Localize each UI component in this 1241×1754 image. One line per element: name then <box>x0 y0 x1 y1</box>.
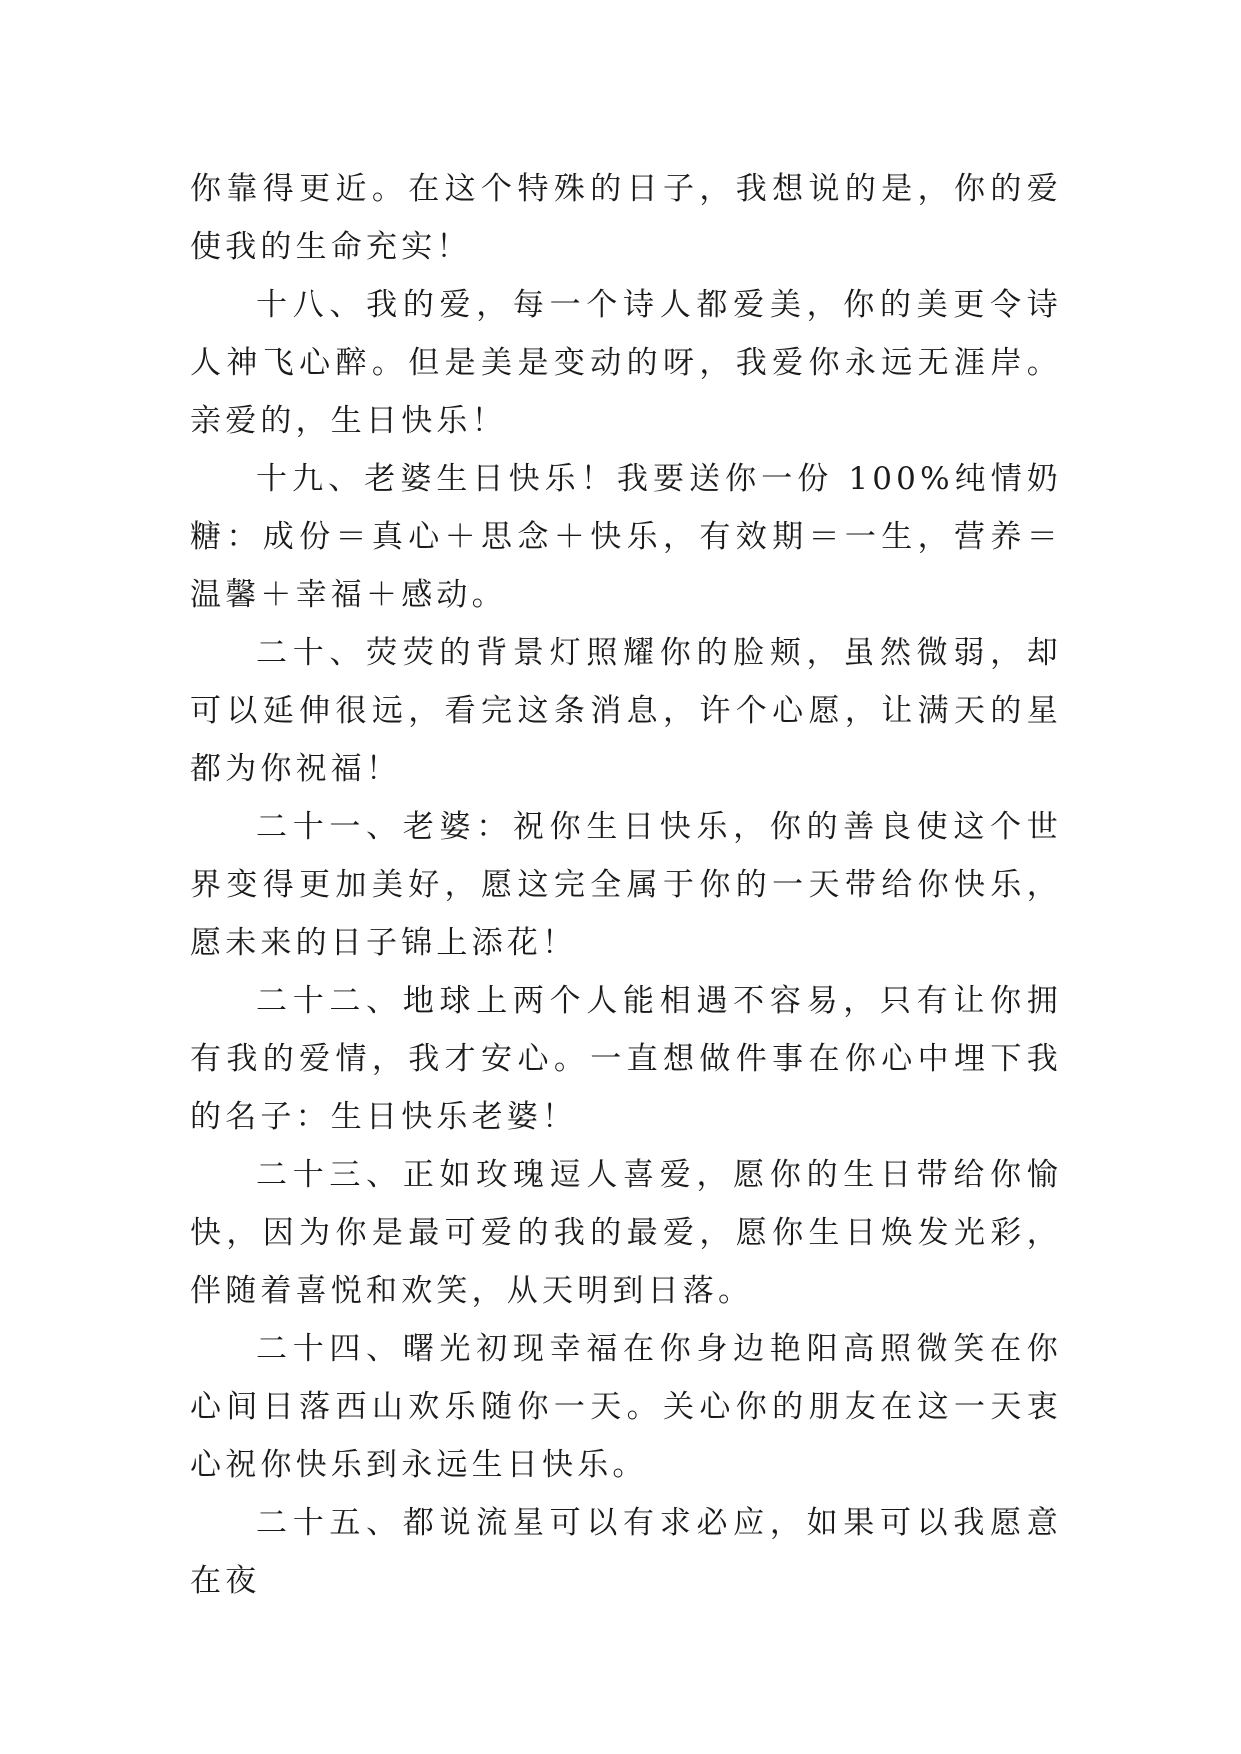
paragraph-20: 二十、荧荧的背景灯照耀你的脸颊，虽然微弱，却可以延伸很远，看完这条消息，许个心愿，让满天的星都为你祝福！ <box>190 635 1062 787</box>
paragraph-22: 二十二、地球上两个人能相遇不容易，只有让你拥有我的爱情，我才安心。一直想做件事在你心中埋下我的名子：生日快乐老婆！ <box>190 983 1062 1135</box>
document-body <box>190 160 1062 1610</box>
paragraph-23: 二十三、正如玫瑰逗人喜爱，愿你的生日带给你愉快，因为你是最可爱的我的最爱，愿你生日焕发光彩，伴随着喜悦和欢笑，从天明到日落。 <box>190 1157 1062 1309</box>
paragraph-19: 十九、老婆生日快乐！我要送你一份 100%纯情奶糖：成份＝真心＋思念＋快乐，有效期＝一生，营养＝温馨＋幸福＋感动。 <box>190 461 1062 613</box>
paragraph-25: 二十五、都说流星可以有求必应，如果可以我愿意在夜 <box>190 1505 1062 1599</box>
paragraph-24: 二十四、曙光初现幸福在你身边艳阳高照微笑在你心间日落西山欢乐随你一天。关心你的朋友在这一天衷心祝你快乐到永远生日快乐。 <box>190 1331 1062 1483</box>
paragraph-continuation: 你靠得更近。在这个特殊的日子，我想说的是，你的爱使我的生命充实！ <box>190 171 1062 265</box>
paragraph-18: 十八、我的爱，每一个诗人都爱美，你的美更令诗人神飞心醉。但是美是变动的呀，我爱你永远无涯岸。亲爱的，生日快乐！ <box>190 287 1062 439</box>
paragraph-21: 二十一、老婆：祝你生日快乐，你的善良使这个世界变得更加美好，愿这完全属于你的一天带给你快乐，愿未来的日子锦上添花！ <box>190 809 1062 961</box>
